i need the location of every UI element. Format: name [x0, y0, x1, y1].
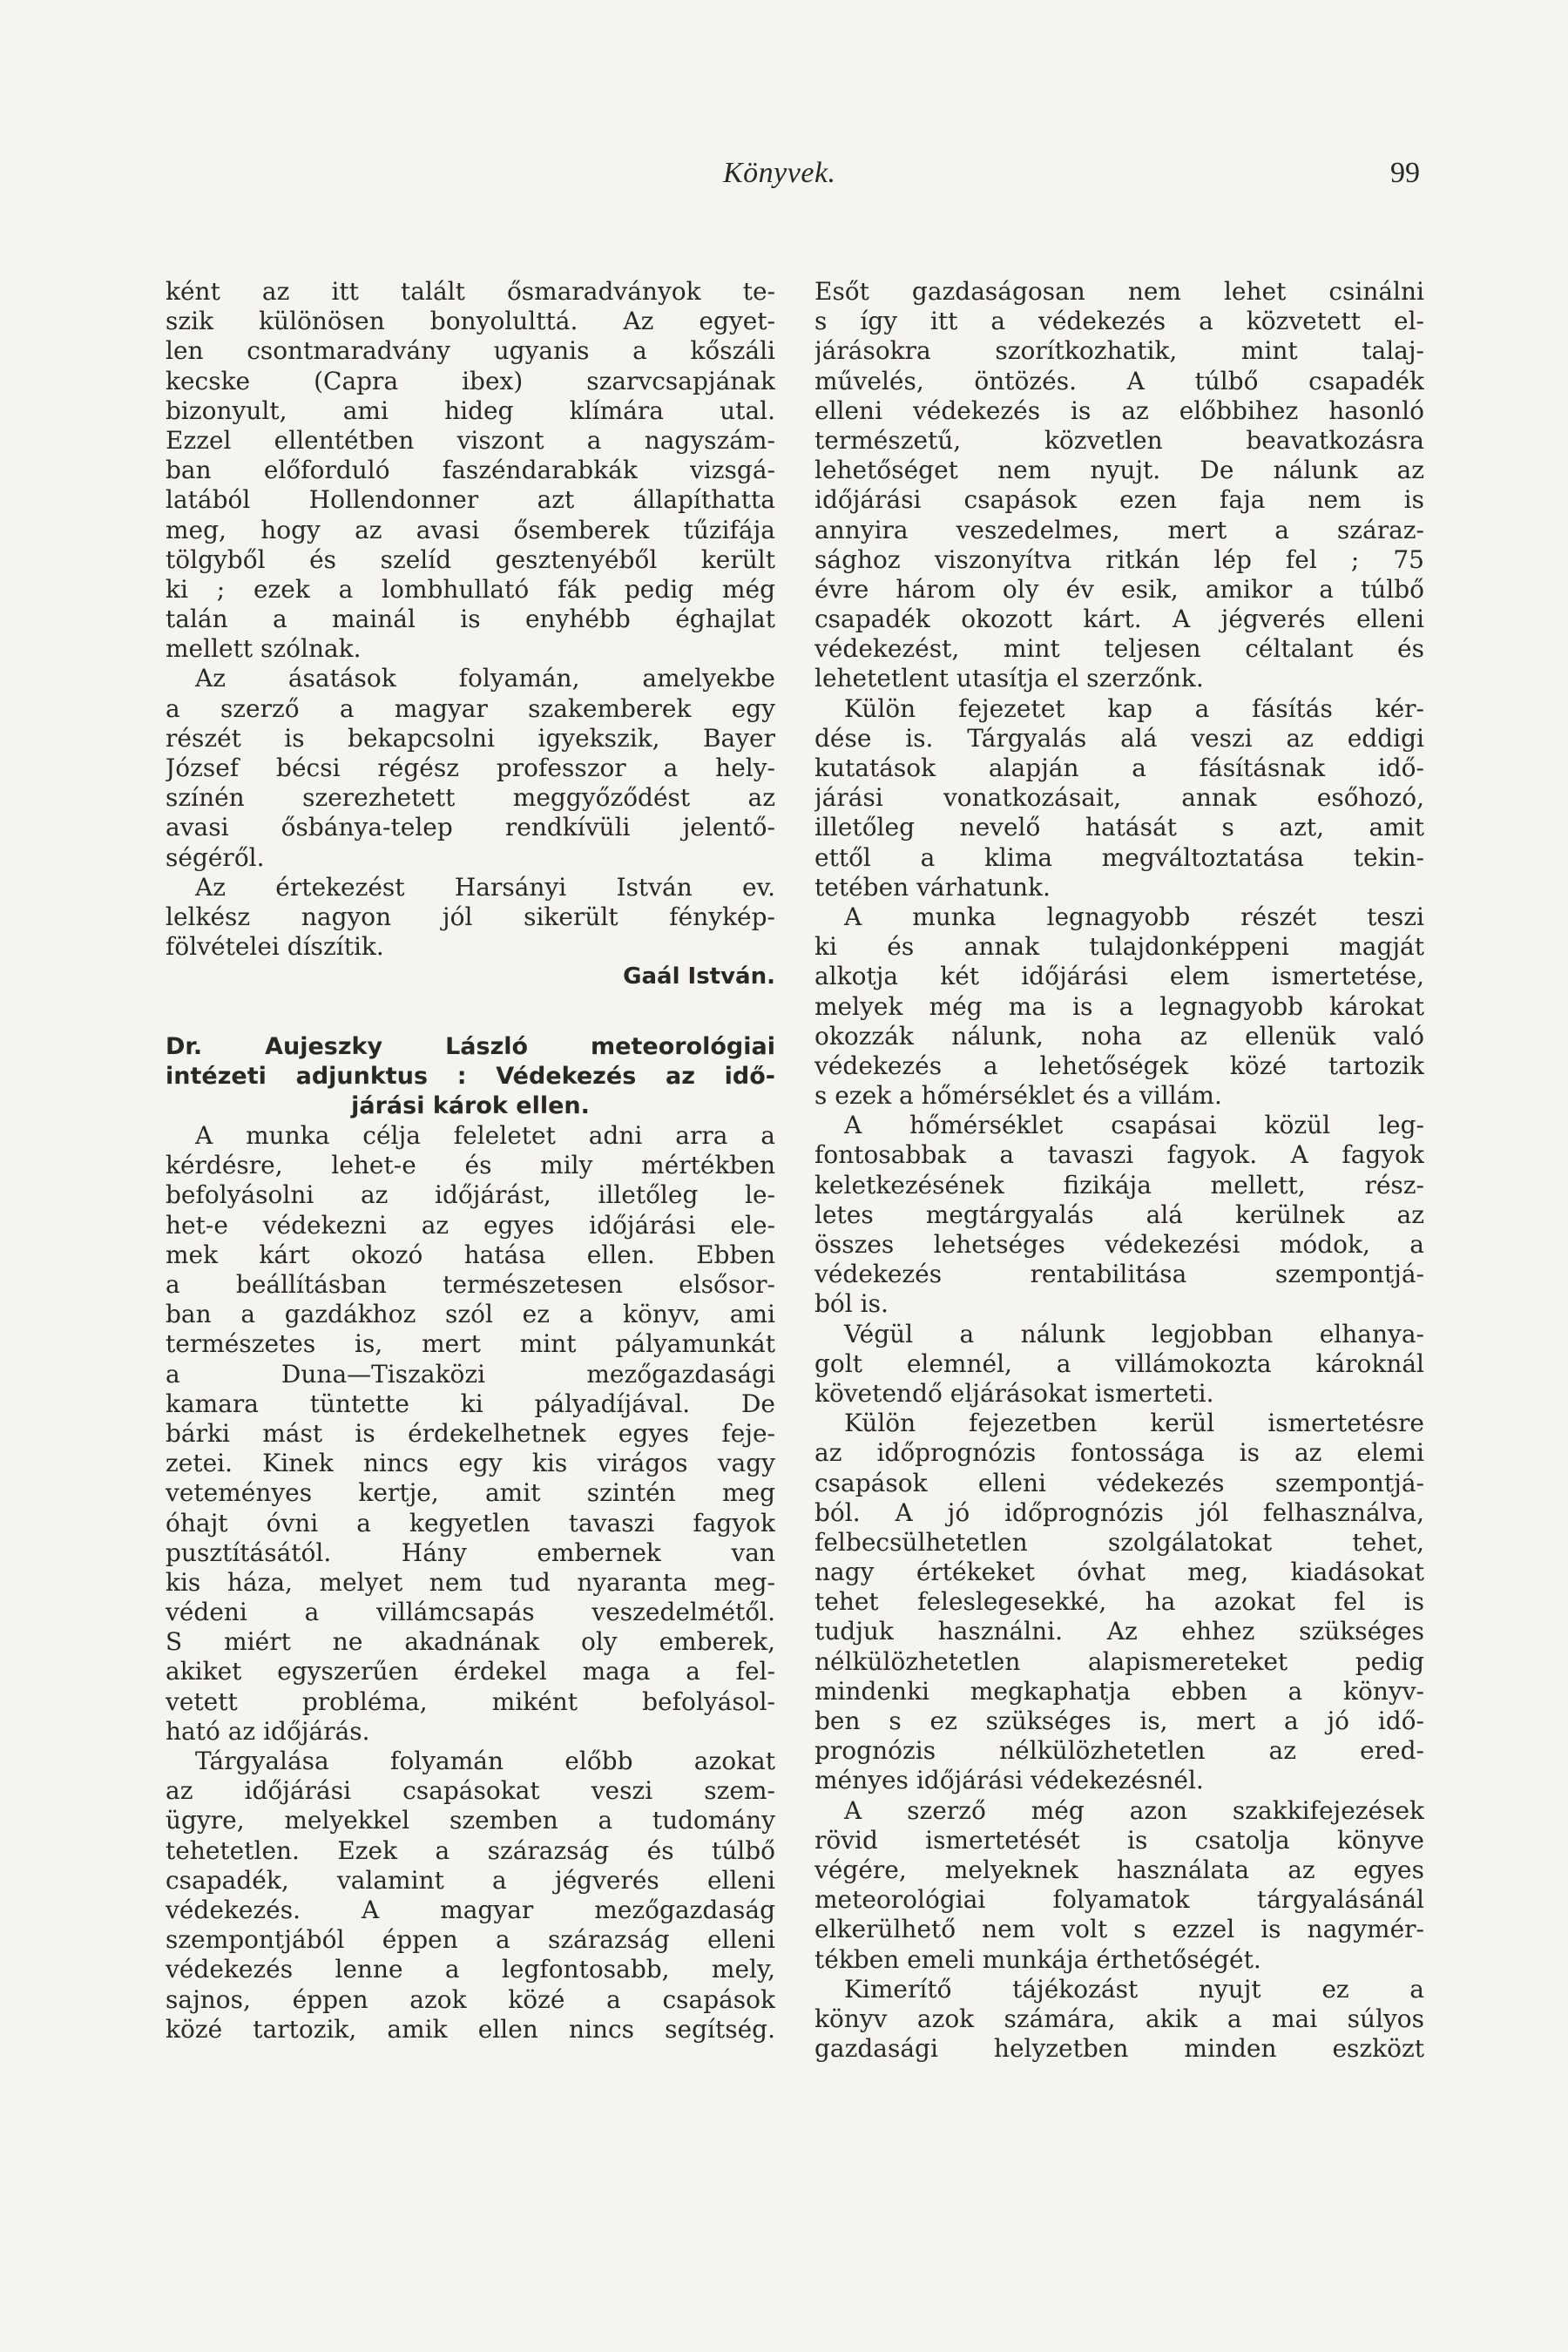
text-line: Ezzel ellentétben viszont a nagyszám-: [166, 425, 775, 455]
text-line: csapások elleni védekezés szempontjá-: [814, 1468, 1424, 1497]
text-line: védekezés a lehetőségek közé tartozik: [814, 1051, 1424, 1080]
text-line: fontosabbak a tavaszi fagyok. A fagyok: [814, 1140, 1424, 1170]
text-line: Külön fejezetben kerül ismertetésre: [844, 1409, 1424, 1438]
text-line: tehet feleslegesekké, ha azokat fel is: [814, 1587, 1424, 1617]
text-line: Az ásatások folyamán, amelyekbe: [195, 664, 775, 693]
text-line: természetes is, mert mint pályamunkát: [166, 1329, 775, 1359]
text-line: ki és annak tulajdonképpeni magját: [814, 932, 1424, 962]
text-line: járási vonatkozásait, annak esőhozó,: [814, 783, 1424, 813]
text-line: golt elemnél, a villámokozta károknál: [814, 1348, 1424, 1378]
text-line: s így itt a védekezés a közvetett el-: [814, 307, 1424, 336]
section-title: Könyvek.: [723, 157, 836, 189]
text-line: kérdésre, lehet-e és mily mértékben: [166, 1151, 775, 1180]
text-line: avasi ősbánya-telep rendkívüli jelentő-: [166, 813, 775, 842]
text-line: ügyre, melyekkel szemben a tudomány: [166, 1806, 775, 1835]
text-line: annyira veszedelmes, mert a száraz-: [814, 515, 1424, 544]
text-line: ban előforduló faszéndarabkák vizsgá-: [166, 456, 775, 485]
text-line: mellett szólnak.: [166, 634, 362, 664]
text-line: védekezést, mint teljesen céltalant és: [814, 634, 1424, 664]
text-line: ben s ez szükséges is, mert a jó idő-: [814, 1707, 1424, 1735]
text-line: okozzák nálunk, noha az ellenük való: [814, 1021, 1424, 1051]
text-line: sághoz viszonyítva ritkán lép fel ; 75: [814, 544, 1424, 574]
text-line: ki ; ezek a lombhullató fák pedig még: [166, 574, 775, 604]
text-line: Az értekezést Harsányi István ev.: [195, 872, 775, 902]
text-line: elkerülhető nem volt s ezzel is nagymér-: [814, 1915, 1424, 1944]
text-line: tehetetlen. Ezek a szárazság és túlbő: [166, 1835, 775, 1865]
text-line: az időjárási csapásokat veszi szem-: [166, 1776, 775, 1806]
text-line: követendő eljárásokat ismerteti.: [814, 1378, 1214, 1408]
text-line: bárki mást is érdekelhetnek egyes feje-: [166, 1418, 775, 1448]
text-line: ból is.: [814, 1289, 889, 1319]
running-head: [166, 157, 1420, 200]
text-line: elleni védekezés is az előbbihez hasonló: [814, 395, 1424, 425]
right-column: [814, 277, 1424, 2064]
text-line: nagy értékeket óvhat meg, kiadásokat: [814, 1558, 1424, 1587]
text-line: rövid ismertetését is csatolja könyve: [814, 1825, 1424, 1855]
text-line: mek kárt okozó hatása ellen. Ebben: [166, 1240, 775, 1269]
text-line: részét is bekapcsolni igyekszik, Bayer: [166, 723, 775, 753]
text-line: könyv azok számára, akik a mai súlyos: [814, 2004, 1424, 2033]
text-line: talán a mainál is enyhébb éghajlat: [166, 605, 775, 634]
text-line: ható az időjárás.: [166, 1716, 370, 1746]
text-line: ményes időjárási védekezésnél.: [814, 1766, 1204, 1795]
text-line: het-e védekezni az egyes időjárási ele-: [166, 1210, 775, 1240]
text-line: felbecsülhetetlen szolgálatokat tehet,: [814, 1527, 1424, 1557]
text-line: [166, 992, 775, 1032]
text-line: mindenki megkaphatja ebben a könyv-: [814, 1676, 1424, 1706]
left-column: [166, 277, 775, 2044]
text-line: latából Hollendonner azt állapíthatta: [166, 485, 775, 515]
text-line: letes megtárgyalás alá kerülnek az: [814, 1200, 1424, 1229]
text-line: alkotja két időjárási elem ismertetése,: [814, 962, 1424, 991]
text-line: zetei. Kinek nincs egy kis virágos vagy: [166, 1449, 775, 1478]
text-line: befolyásolni az időjárást, illetőleg le-: [166, 1180, 775, 1210]
text-line: melyek még ma is a legnagyobb károkat: [814, 991, 1424, 1021]
text-line: időjárási csapások ezen faja nem is: [814, 485, 1424, 515]
text-line: A munka legnagyobb részét teszi: [844, 902, 1424, 931]
text-line: ként az itt talált ősmaradványok te-: [166, 277, 775, 306]
review-heading-line: intézeti adjunktus : Védekezés az idő-: [166, 1062, 775, 1090]
text-line: védekezés rentabilitása szempontjá-: [814, 1260, 1424, 1289]
text-line: az időprognózis fontossága is az elemi: [814, 1438, 1424, 1468]
text-line: s ezek a hőmérséklet és a villám.: [814, 1081, 1222, 1111]
text-line: A munka célja feleletet adni arra a: [195, 1121, 775, 1151]
text-line: fölvételei díszítik.: [166, 932, 384, 962]
text-line: pusztításától. Hány embernek van: [166, 1538, 775, 1567]
text-line: A szerző még azon szakkifejezések: [844, 1795, 1424, 1825]
review-heading-line: Dr. Aujeszky László meteorológiai: [166, 1032, 775, 1060]
text-line: sajnos, éppen azok közé a csapások: [166, 1984, 775, 2014]
text-line: ségéről.: [166, 842, 265, 872]
text-line: védekezés. A magyar mezőgazdaság: [166, 1895, 775, 1924]
text-line: kamara tüntette ki pályadíjával. De: [166, 1389, 775, 1418]
page-number: 99: [1390, 157, 1420, 189]
text-line: Végül a nálunk legjobban elhanya-: [844, 1319, 1424, 1348]
text-line: Külön fejezetet kap a fásítás kér-: [844, 693, 1424, 723]
text-line: szempontjából éppen a szárazság elleni: [166, 1925, 775, 1955]
text-line: védekezés lenne a legfontosabb, mely,: [166, 1955, 775, 1984]
text-line: lelkész nagyon jól sikerült fénykép-: [166, 902, 775, 931]
text-line: prognózis nélkülözhetetlen az ered-: [814, 1736, 1424, 1766]
text-line: József bécsi régész professzor a hely-: [166, 754, 775, 782]
text-line: ettől a klima megváltoztatása tekin-: [814, 842, 1424, 872]
text-line: tékben emeli munkája érthetőségét.: [814, 1944, 1261, 1974]
text-line: szik különösen bonyolulttá. Az egyet-: [166, 307, 775, 336]
text-line: végére, melyeknek használata az egyes: [814, 1855, 1424, 1884]
text-line: nélkülözhetetlen alapismereteket pedig: [814, 1646, 1424, 1676]
text-line: összes lehetséges védekezési módok, a: [814, 1230, 1424, 1259]
text-line: meteorológiai folyamatok tárgyalásánál: [814, 1885, 1424, 1915]
text-line: évre három oly év esik, amikor a túlbő: [814, 574, 1424, 604]
text-line: Kimerítő tájékozást nyujt ez a: [844, 1974, 1424, 2004]
text-line: tetében várhatunk.: [814, 872, 1051, 902]
text-line: Esőt gazdaságosan nem lehet csinálni: [814, 277, 1424, 306]
text-line: lehetetlent utasítja el szerzőnk.: [814, 664, 1204, 693]
text-line: járásokra szorítkozhatik, mint talaj-: [814, 336, 1424, 366]
text-line: illetőleg nevelő hatását s azt, amit: [814, 813, 1424, 842]
review-heading-line: járási károk ellen.: [351, 1092, 590, 1119]
text-line: keletkezésének fizikája mellett, rész-: [814, 1170, 1424, 1200]
text-line: bizonyult, ami hideg klímára utal.: [166, 395, 775, 425]
text-line: kecske (Capra ibex) szarvcsapjának: [166, 366, 775, 395]
text-line: Tárgyalása folyamán előbb azokat: [195, 1747, 775, 1775]
text-line: színén szerezhetett meggyőződést az: [166, 783, 775, 813]
text-line: A hőmérséklet csapásai közül leg-: [844, 1111, 1424, 1140]
text-line: meg, hogy az avasi ősemberek tűzifája: [166, 515, 775, 544]
text-line: tudjuk használni. Az ehhez szükséges: [814, 1617, 1424, 1646]
text-line: len csontmaradvány ugyanis a kőszáli: [166, 336, 775, 366]
text-line: természetű, közvetlen beavatkozásra: [814, 425, 1424, 455]
text-line: csapadék okozott kárt. A jégverés elleni: [814, 605, 1424, 634]
text-line: vetett probléma, miként befolyásol-: [166, 1686, 775, 1716]
text-line: ból. A jó időprognózis jól felhasználva,: [814, 1497, 1424, 1527]
text-line: lehetőséget nem nyujt. De nálunk az: [814, 456, 1424, 485]
reviewer-signature: Gaál István.: [623, 963, 775, 990]
text-line: csapadék, valamint a jégverés elleni: [166, 1865, 775, 1895]
text-line: a beállításban természetesen elsősor-: [166, 1270, 775, 1299]
text-line: veteményes kertje, amit szintén meg: [166, 1478, 775, 1508]
text-line: óhajt óvni a kegyetlen tavaszi fagyok: [166, 1508, 775, 1538]
text-line: a szerző a magyar szakemberek egy: [166, 693, 775, 723]
text-line: dése is. Tárgyalás alá veszi az eddigi: [814, 723, 1424, 753]
text-line: tölgyből és szelíd gesztenyéből került: [166, 544, 775, 574]
text-line: ban a gazdákhoz szól ez a könyv, ami: [166, 1300, 775, 1329]
text-line: védeni a villámcsapás veszedelmétől.: [166, 1598, 775, 1627]
text-line: S miért ne akadnának oly emberek,: [166, 1627, 775, 1657]
text-line: gazdasági helyzetben minden eszközt: [814, 2034, 1424, 2064]
text-line: a Duna—Tiszaközi mezőgazdasági: [166, 1359, 775, 1389]
text-line: közé tartozik, amik ellen nincs segítség.: [166, 2014, 775, 2044]
text-line: kutatások alapján a fásításnak idő-: [814, 754, 1424, 782]
text-line: kis háza, melyet nem tud nyaranta meg-: [166, 1567, 775, 1597]
text-line: akiket egyszerűen érdekel maga a fel-: [166, 1657, 775, 1686]
text-line: művelés, öntözés. A túlbő csapadék: [814, 366, 1424, 395]
